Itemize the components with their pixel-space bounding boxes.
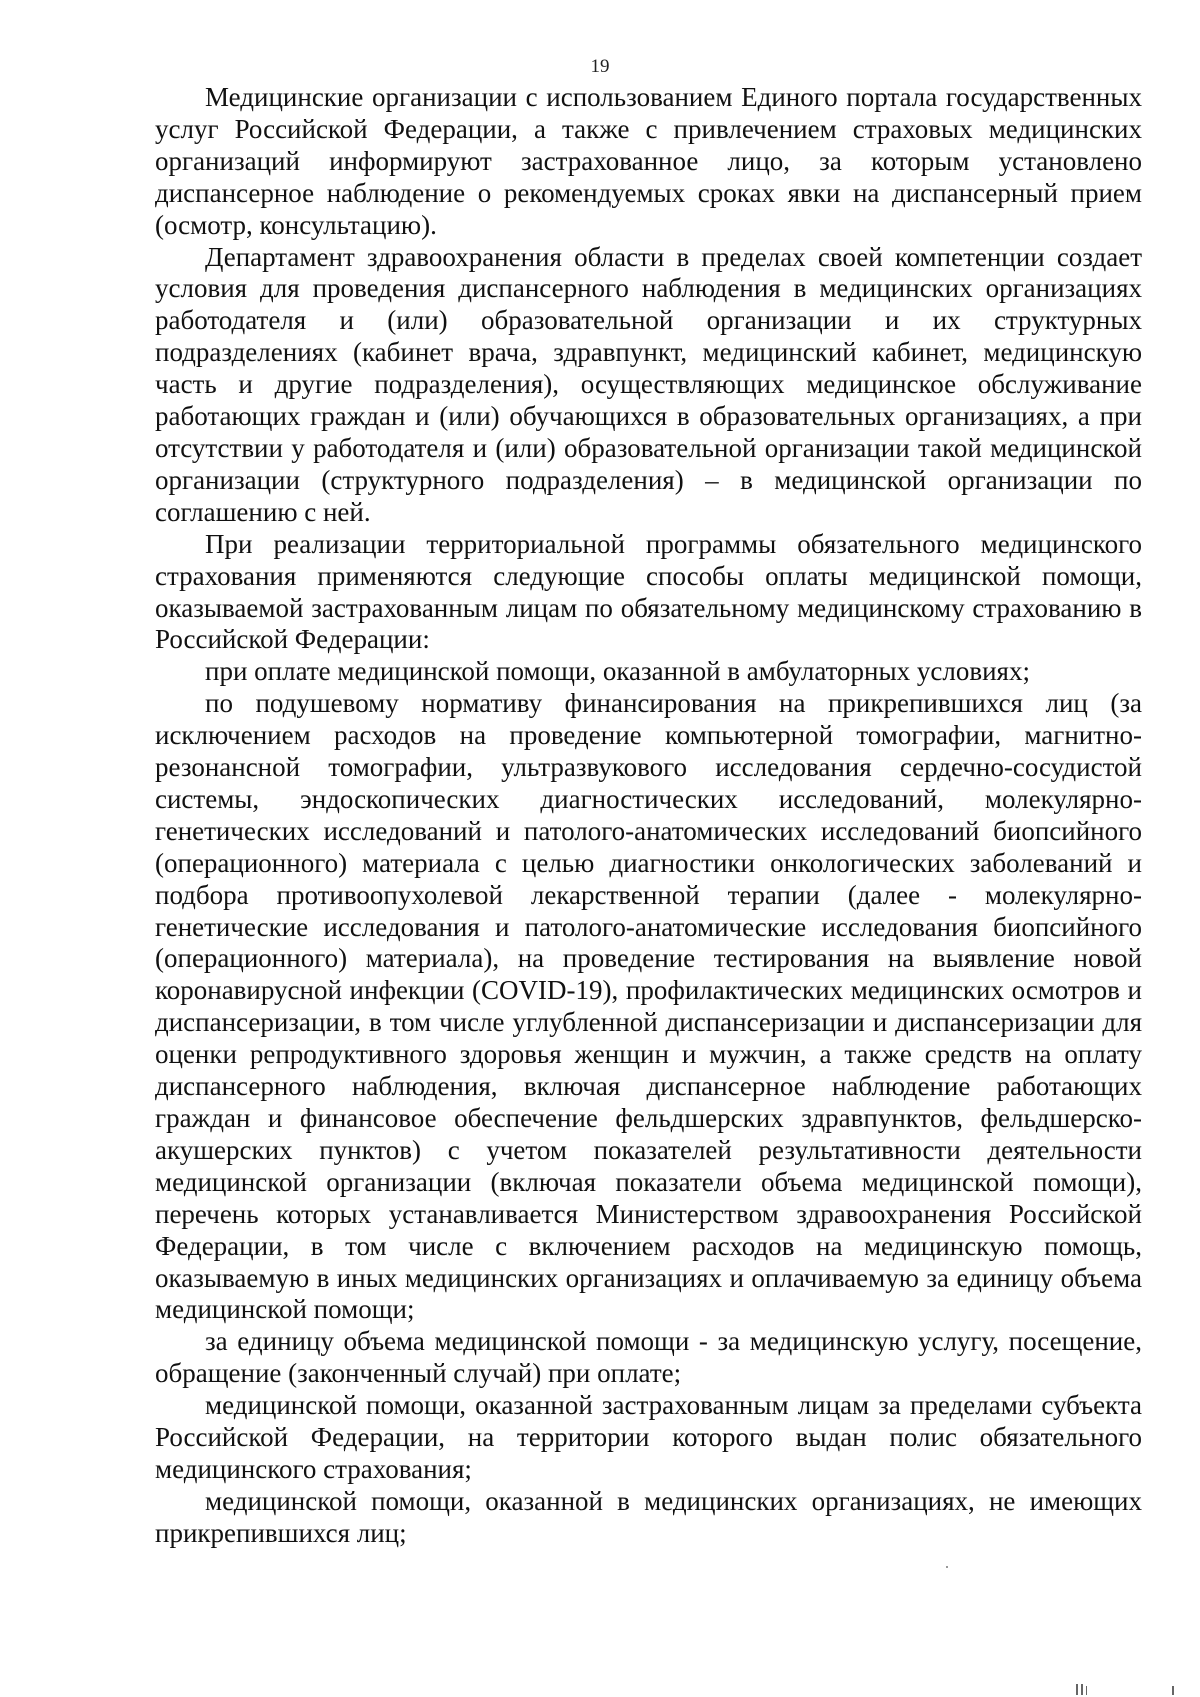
paragraph-no-attached-persons: медицинской помощи, оказанной в медицинских организациях, не имеющих прикрепившихся лиц;: [155, 1485, 1142, 1548]
scan-speck: [1172, 1686, 1174, 1695]
scan-speck: [1086, 1686, 1087, 1695]
scan-speck: [1076, 1684, 1078, 1695]
page-number: 19: [590, 56, 610, 77]
paragraph-outpatient-payment: при оплате медицинской помощи, оказанной в амбулаторных условиях;: [205, 656, 1030, 687]
paragraph-payment-methods-intro: При реализации территориальной программы обязательного медицинского страхования применяются следующие способы оплаты медицинской помощи, оказываемой застрахованным лицам по обязательному медицинскому страхованию в Российской Федерации:: [155, 528, 1142, 655]
paragraph-per-unit-volume: за единицу объема медицинской помощи - за медицинскую услугу, посещение, обращение (законченный случай) при оплате;: [155, 1326, 1142, 1389]
paragraph-informing-insured: Медицинские организации с использованием Единого портала государственных услуг Российской Федерации, а также с привлечением страховых медицинских организаций информируют застрахованное лицо, за которым установлено диспансерное наблюдение о рекомендуемых сроках явки на диспансерный прием (осмотр, консультацию).: [155, 82, 1142, 240]
document-body: [155, 82, 1142, 1550]
paragraph-outside-region-care: медицинской помощи, оказанной застрахованным лицам за пределами субъекта Российской Федерации, на территории которого выдан полис обязательного медицинского страхования;: [155, 1390, 1142, 1484]
paragraph-per-capita-standard: по подушевому нормативу финансирования на прикрепившихся лиц (за исключением расходов на проведение компьютерной томографии, магнитно-резонансной томографии, ультразвукового исследования сердечно-сосудистой системы, эндоскопических диагностических исследований, молекулярно-генетических исследований и патолого-анатомических исследований биопсийного (операционного) материала с целью диагностики онкологических заболеваний и подбора противоопухолевой лекарственной терапии (далее - молекулярно-генетические исследования и патолого-анатомические исследования биопсийного (операционного) материала), на проведение тестирования на выявление новой коронавирусной инфекции (COVID-19), профилактических медицинских осмотров и диспансеризации, в том числе углубленной диспансеризации и диспансеризации для оценки репродуктивного здоровья женщин и мужчин, а также средств на оплату диспансерного наблюдения, включая диспансерное наблюдение работающих граждан и финансовое обеспечение фельдшерских здравпунктов, фельдшерско-акушерских пунктов) с учетом показателей результативности деятельности медицинской организации (включая показатели объема медицинской помощи), перечень которых устанавливается Министерством здравоохранения Российской Федерации, в том числе с включением расходов на медицинскую помощь, оказываемую в иных медицинских организациях и оплачиваемую за единицу объема медицинской помощи;: [155, 688, 1142, 1325]
scan-speck: [1081, 1684, 1083, 1695]
paragraph-department-conditions: Департамент здравоохранения области в пределах своей компетенции создает условия для проведения диспансерного наблюдения в медицинских организациях работодателя и (или) образовательной организации и их структурных подразделениях (кабинет врача, здравпункт, медицинский кабинет, медицинскую часть и другие подразделения), осуществляющих медицинское обслуживание работающих граждан и (или) обучающихся в образовательных организациях, а при отсутствии у работодателя и (или) образовательной организации такой медицинской организации (структурного подразделения) – в медицинской организации по соглашению с ней.: [155, 241, 1142, 527]
scan-speck: [946, 1566, 948, 1568]
